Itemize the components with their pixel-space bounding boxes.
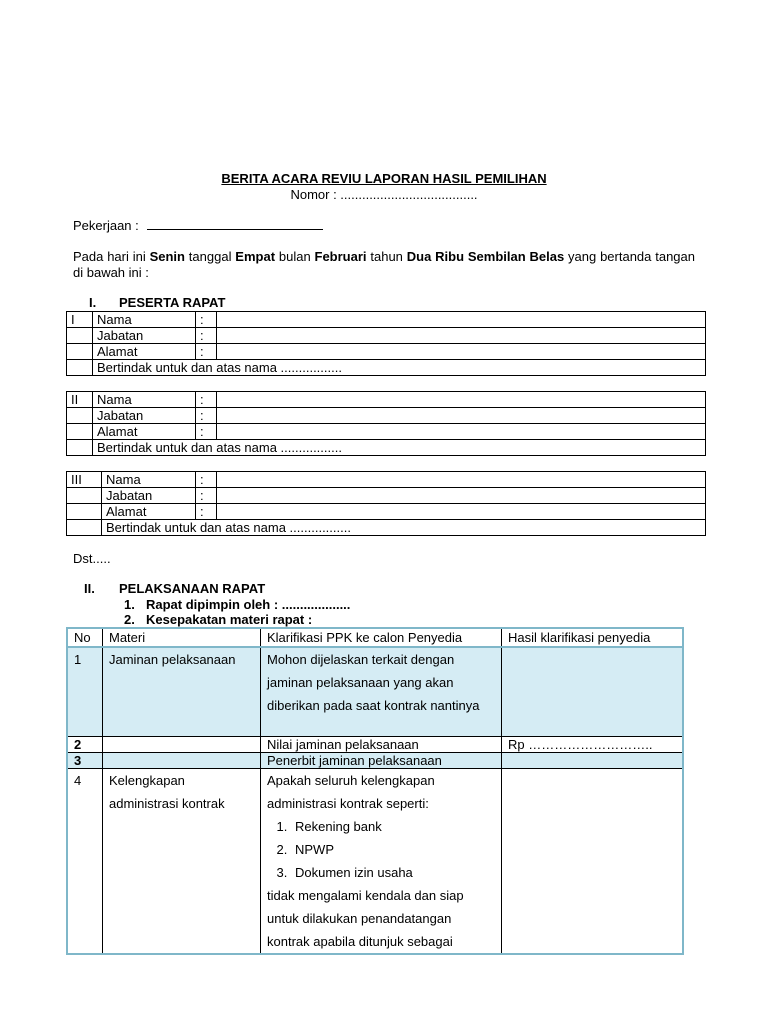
column-header: No [67,628,103,647]
pekerjaan-line [73,218,323,233]
materi-table [66,627,684,955]
row-number: 4 [67,769,103,955]
field-value [217,504,706,520]
intro-text: yang bertanda tangan di bawah ini : [73,249,695,280]
document-title: BERITA ACARA REVIU LAPORAN HASIL PEMILIHAN [221,171,547,186]
peserta-number: II [67,392,93,408]
field-label: Jabatan [93,328,196,344]
section-2-item-1-text: Rapat dipimpin oleh : ................... [146,597,351,612]
peserta-table-2 [66,391,706,456]
peserta-table-1 [66,311,706,376]
field-value [217,472,706,488]
colon: : [196,312,217,328]
peserta-table-3 [66,471,706,536]
field-label: Alamat [93,344,196,360]
row-klarifikasi: Nilai jaminan pelaksanaan [261,737,502,753]
field-value [217,312,706,328]
row-klarifikasi [261,769,502,955]
field-label: Nama [102,472,196,488]
field-label: Jabatan [93,408,196,424]
field-label: Alamat [93,424,196,440]
intro-text: bulan [275,249,315,264]
kelengkapan-list [267,815,497,884]
column-header: Materi [103,628,261,647]
field-label: Alamat [102,504,196,520]
section-2-item-2-text: Kesepakatan materi rapat : [146,612,313,627]
colon: : [196,344,217,360]
colon: : [196,424,217,440]
row-number: 1 [67,647,103,737]
intro-month: Februari [314,249,367,264]
list-item: 1. Rekening bank [291,815,497,838]
field-label: Jabatan [102,488,196,504]
intro-year: Dua Ribu Sembilan Belas [406,249,565,264]
intro-text: tahun [366,249,407,264]
colon: : [196,408,217,424]
row-hasil [502,769,684,955]
dst-text: Dst..... [73,551,111,566]
intro-text: Pada hari ini [73,249,150,264]
field-value [217,424,706,440]
table-row [67,769,683,955]
field-value [217,328,706,344]
peserta-number: I [67,312,93,328]
pekerjaan-blank [147,219,323,230]
colon: : [196,488,217,504]
colon: : [196,504,217,520]
field-value [217,408,706,424]
section-2-number: II. [84,581,95,596]
row-hasil: Rp ……………………….. [502,737,684,753]
row-hasil [502,647,684,737]
row-hasil [502,753,684,769]
table-row [67,753,683,769]
section-1-title: PESERTA RAPAT [119,295,226,310]
bertindak-line: Bertindak untuk dan atas nama ................. [102,520,706,536]
pekerjaan-label: Pekerjaan : [73,218,139,233]
table-row [67,737,683,753]
row-klarifikasi: Penerbit jaminan pelaksanaan [261,753,502,769]
field-value [217,488,706,504]
table-header-row [67,628,683,647]
intro-paragraph [73,249,695,281]
colon: : [196,472,217,488]
colon: : [196,392,217,408]
section-2-item-2-number: 2. [124,612,135,627]
klarifikasi-intro: Apakah seluruh kelengkapan administrasi kontrak seperti: [267,773,435,811]
section-2-item-1-number: 1. [124,597,135,612]
row-number: 2 [67,737,103,753]
bertindak-line: Bertindak untuk dan atas nama ................. [93,440,706,456]
row-materi: Jaminan pelaksanaan [103,647,261,737]
field-value [217,392,706,408]
field-value [217,344,706,360]
row-materi: Kelengkapan administrasi kontrak [103,769,261,955]
field-label: Nama [93,392,196,408]
intro-text: tanggal [184,249,236,264]
field-label: Nama [93,312,196,328]
row-number: 3 [67,753,103,769]
table-row [67,647,683,737]
section-2-title: PELAKSANAAN RAPAT [119,581,266,596]
klarifikasi-outro: tidak mengalami kendala dan siap untuk dilakukan penandatangan kontrak apabila ditunjuk sebagai [267,888,464,949]
list-item: 3. Dokumen izin usaha [291,861,497,884]
row-materi [103,753,261,769]
column-header: Klarifikasi PPK ke calon Penyedia [261,628,502,647]
peserta-number: III [67,472,102,488]
document-number: Nomor : ...................................... [290,187,478,202]
list-item: 2. NPWP [291,838,497,861]
row-materi [103,737,261,753]
colon: : [196,328,217,344]
section-1-number: I. [89,295,97,310]
bertindak-line: Bertindak untuk dan atas nama ................. [93,360,706,376]
row-klarifikasi: Mohon dijelaskan terkait dengan jaminan pelaksanaan yang akan diberikan pada saat kontrak nantinya [261,647,502,737]
column-header: Hasil klarifikasi penyedia [502,628,684,647]
intro-date: Empat [235,249,276,264]
intro-day: Senin [149,249,185,264]
